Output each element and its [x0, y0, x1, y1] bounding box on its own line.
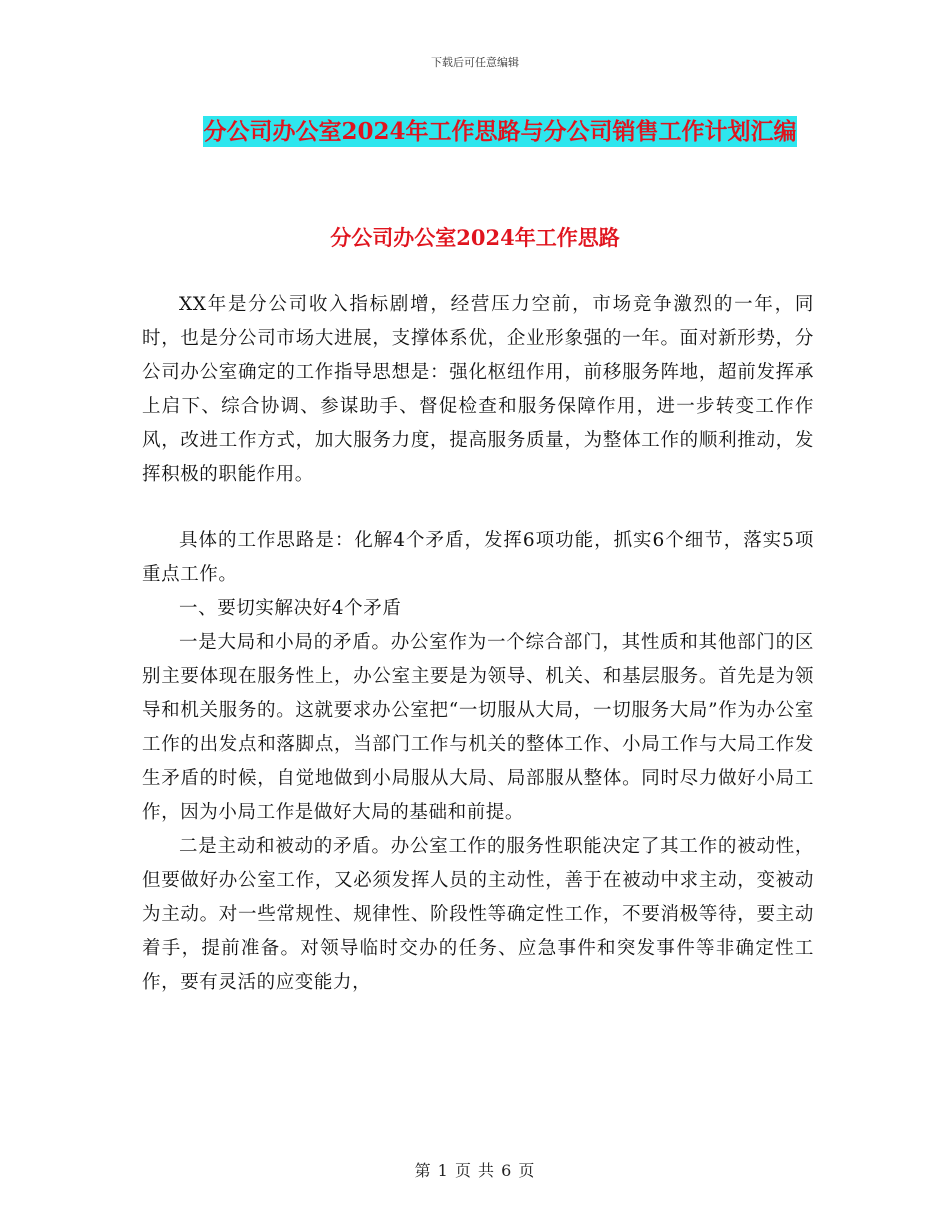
paragraph: 二是主动和被动的矛盾。办公室工作的服务性职能决定了其工作的被动性，但要做好办公室工作，又必须发挥人员的主动性，善于在被动中求主动，变被动为主动。对一些常规性、规律性、阶段性等确定性工作，不要消极等待，要主动着手，提前准备。对领导临时交办的任务、应急事件和突发事件等非确定性工作，要有灵活的应变能力， [142, 836, 814, 993]
paragraph: XX年是分公司收入指标剧增，经营压力空前，市场竞争激烈的一年，同时，也是分公司市场大进展，支撑体系优，企业形象强的一年。面对新形势，分公司办公室确定的工作指导思想是：强化枢纽作用，前移服务阵地，超前发挥承上启下、综合协调、参谋助手、督促检查和服务保障作用，进一步转变工作作风，改进工作方式，加大服务力度，提高服务质量，为整体工作的顺利推动，发挥积极的职能作用。 [142, 294, 814, 485]
document-title [140, 110, 860, 154]
subheading: 一、要切实解决好4个矛盾 [179, 598, 402, 619]
document-title-text: 分公司办公室2024年工作思路与分公司销售工作计划汇编 [203, 118, 797, 145]
paragraph: 一是大局和小局的矛盾。办公室作为一个综合部门，其性质和其他部门的区别主要体现在服务性上，办公室主要是为领导、机关、和基层服务。首先是为领导和机关服务的。这就要求办公室把“一切服从大局，一切服务大局”作为办公室工作的出发点和落脚点，当部门工作与机关的整体工作、小局工作与大局工作发生矛盾的时候，自觉地做到小局服从大局、局部服从整体。同时尽力做好小局工作，因为小局工作是做好大局的基础和前提。 [142, 632, 814, 823]
header-note: 下载后可任意编辑 [431, 56, 519, 69]
document-body [142, 288, 814, 1000]
paragraph: 具体的工作思路是：化解4个矛盾，发挥6项功能，抓实6个细节，落实5项重点工作。 [142, 530, 814, 585]
page-number: 第 1 页 共 6 页 [414, 1161, 536, 1180]
section-title: 分公司办公室2024年工作思路 [330, 225, 620, 250]
